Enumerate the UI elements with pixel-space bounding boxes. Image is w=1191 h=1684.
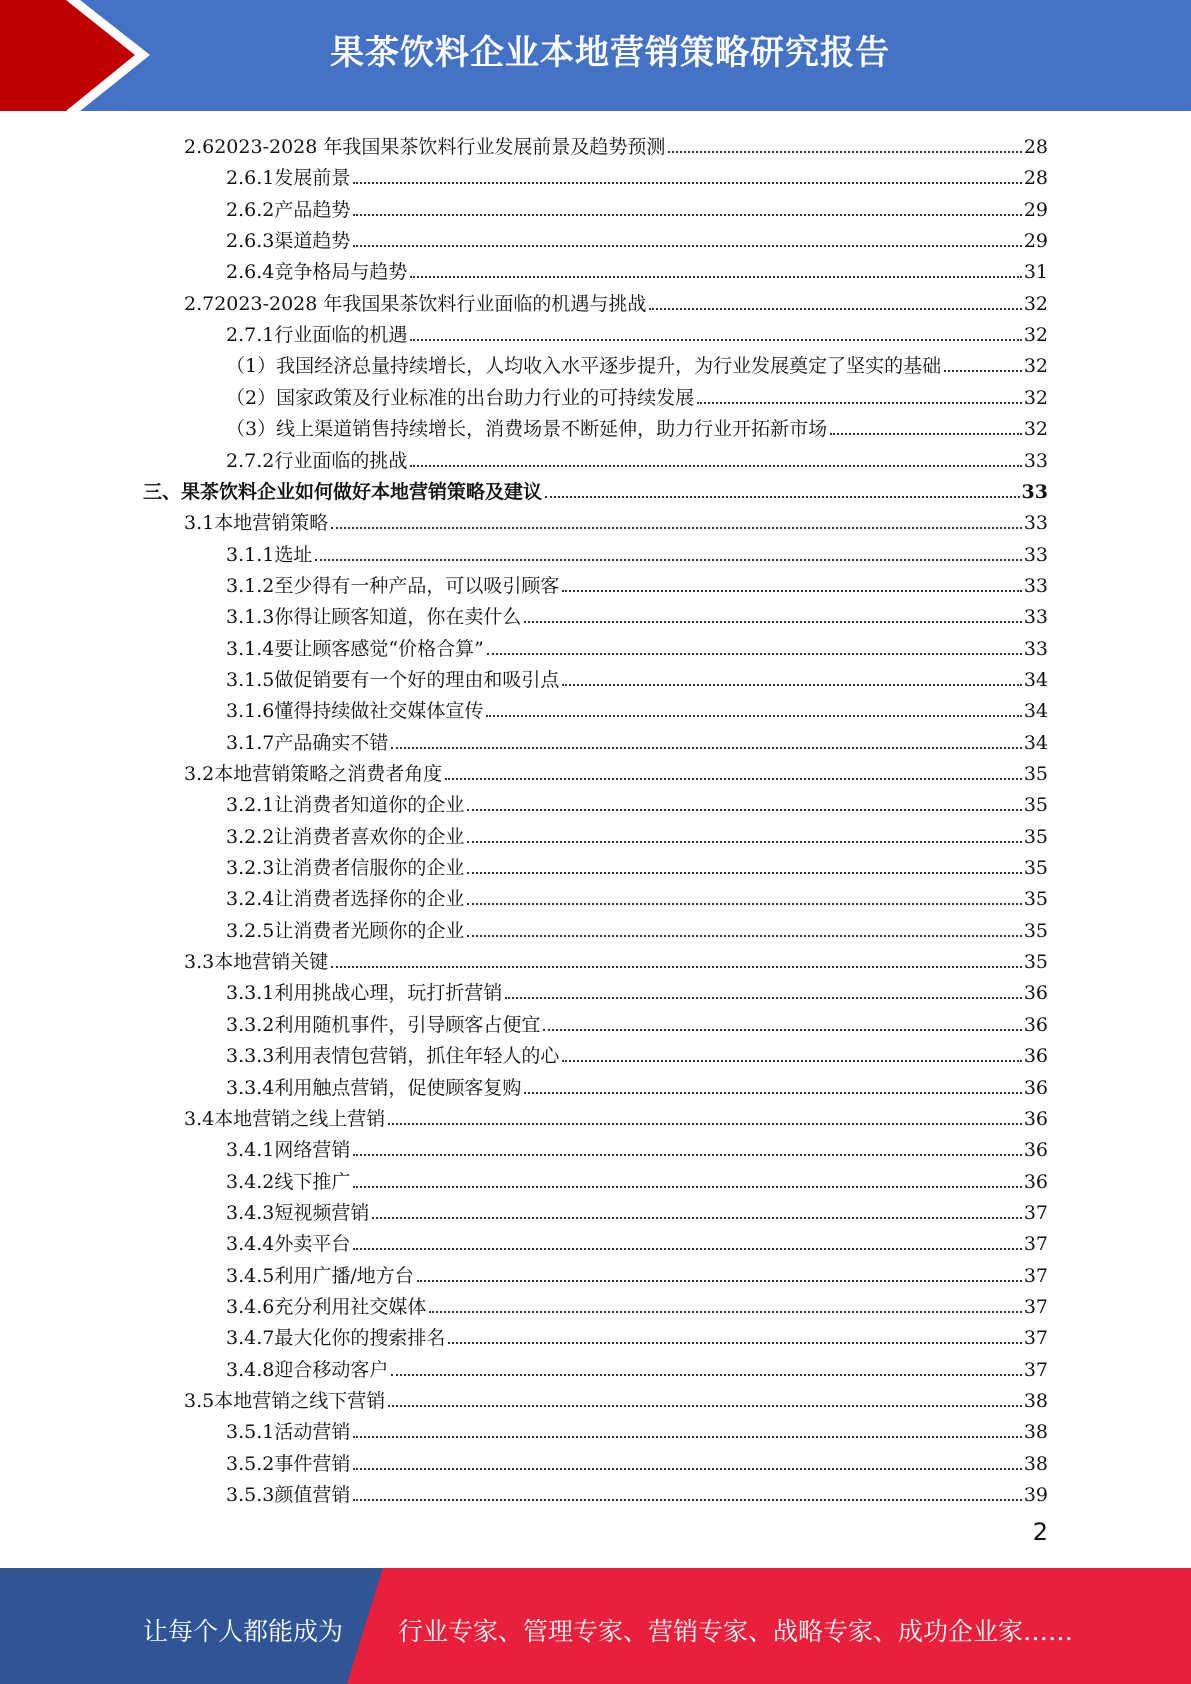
toc-leader-dots [545,496,1020,498]
toc-entry-page: 36 [1023,1077,1048,1099]
footer-slogan-left: 让每个人都能成为 [143,1617,344,1646]
toc-entry-page: 35 [1023,951,1048,973]
toc-entry[interactable] [226,1350,1048,1381]
toc-entry-title: 行业面临的机遇 [274,324,408,346]
toc-leader-dots [353,1154,1021,1156]
toc-leader-dots [417,1280,1022,1282]
toc-leader-dots [353,1248,1021,1250]
toc-entry-title: 懂得持续做社交媒体宣传 [274,700,484,722]
toc-leader-dots [505,997,1021,999]
toc-entry-page: 36 [1023,1171,1048,1193]
page-footer [0,1568,1191,1684]
toc-entry-number: 3.4 [184,1108,215,1130]
toc-leader-dots [562,590,1021,592]
toc-entry-number: 3.2.4 [226,888,275,910]
toc-entry[interactable] [226,597,1048,628]
toc-entry-number: 3.4.7 [226,1327,275,1349]
toc-leader-dots [467,935,1021,937]
toc-entry-title: 利用随机事件，引导顾客占便宜 [274,1014,541,1036]
toc-entry-number: 3.2.5 [226,920,275,942]
toc-entry-title: 外卖平台 [274,1233,351,1255]
toc-entry[interactable] [226,158,1048,189]
toc-leader-dots [487,653,1022,655]
toc-leader-dots [562,684,1021,686]
toc-entry[interactable] [226,1318,1048,1349]
toc-entry-page: 36 [1023,1139,1048,1161]
toc-entry-number: （1） [226,355,277,377]
toc-entry-title: 利用挑战心理，玩打折营销 [274,982,503,1004]
toc-entry-number: 3.3.3 [226,1045,275,1067]
toc-leader-dots [331,966,1022,968]
toc-leader-dots [410,465,1021,467]
toc-entry-page: 37 [1023,1296,1048,1318]
toc-entry-number: 2.7.2 [226,450,275,472]
toc-entry-page: 32 [1023,324,1048,346]
toc-entry-title: 事件营销 [274,1453,351,1475]
toc-entry-title: 短视频营销 [274,1202,370,1224]
toc-entry-number: 3.4.6 [226,1296,275,1318]
toc-entry-title: 行业面临的挑战 [274,450,408,472]
toc-entry-page: 33 [1023,606,1048,628]
toc-entry-page: 28 [1023,136,1048,158]
toc-entry-title: 让消费者知道你的企业 [274,794,465,816]
toc-entry[interactable] [226,723,1048,754]
toc-leader-dots [486,715,1021,717]
toc-entry[interactable] [226,879,1048,910]
toc-entry-page: 37 [1023,1233,1048,1255]
toc-entry[interactable] [226,252,1048,283]
toc-entry-number: 2.6.2 [226,199,275,221]
toc-entry-page: 35 [1023,920,1048,942]
toc-leader-dots [391,1374,1021,1376]
toc-entry[interactable] [226,190,1048,221]
toc-entry[interactable] [226,315,1048,346]
toc-entry-number: 3.1.6 [226,700,275,722]
toc-entry-number: 3.1.3 [226,606,275,628]
toc-entry-title: 本地营销关键 [214,951,329,973]
toc-leader-dots [391,747,1021,749]
toc-entry-title: 产品确实不错 [274,732,389,754]
toc-entry-page: 35 [1023,763,1048,785]
toc-entry[interactable] [226,660,1048,691]
toc-entry-title: 我国经济总量持续增长，人均收入水平逐步提升，为行业发展奠定了坚实的基础 [276,355,942,377]
toc-leader-dots [429,1311,1021,1313]
toc-leader-dots [697,402,1022,404]
toc-leader-dots [353,1436,1021,1438]
toc-entry-number: 3.1.7 [226,732,275,754]
toc-entry-title: 最大化你的搜索排名 [274,1327,446,1349]
toc-leader-dots [830,433,1022,435]
toc-entry-title: 果茶饮料企业如何做好本地营销策略及建议 [181,481,543,503]
toc-entry-title: 让消费者光顾你的企业 [274,920,465,942]
header-chevron-graphic [0,0,160,111]
toc-entry-number: （2） [226,387,277,409]
toc-leader-dots [410,276,1021,278]
toc-leader-dots [448,1342,1021,1344]
toc-leader-dots [562,1060,1021,1062]
toc-entry-page: 33 [1023,638,1048,660]
toc-entry-title: 国家政策及行业标准的出台助力行业的可持续发展 [276,387,695,409]
toc-entry-page: 35 [1023,857,1048,879]
toc-leader-dots [467,903,1021,905]
toc-entry[interactable] [226,566,1048,597]
toc-entry[interactable] [226,1412,1048,1443]
toc-leader-dots [353,182,1021,184]
toc-entry-title: 让消费者信服你的企业 [274,857,465,879]
toc-entry-number: （3） [226,418,277,440]
toc-entry[interactable] [184,942,1048,973]
toc-entry-title: 利用广播/地方台 [274,1265,414,1287]
toc-entry-title: 利用表情包营销，抓住年轻人的心 [274,1045,560,1067]
footer-slogan-right: 行业专家、管理专家、营销专家、战略专家、成功企业家…… [398,1617,1074,1646]
toc-leader-dots [353,245,1021,247]
toc-entry-page: 37 [1023,1202,1048,1224]
toc-leader-dots [353,1186,1021,1188]
toc-entry-number: 2.6 [184,136,215,158]
toc-leader-dots [372,1217,1021,1219]
toc-entry-page: 36 [1023,1014,1048,1036]
toc-entry[interactable] [226,848,1048,879]
toc-entry-number: 2.7.1 [226,324,275,346]
toc-entry-page: 38 [1023,1421,1048,1443]
toc-entry-page: 29 [1023,230,1048,252]
toc-entry-number: 3.5.3 [226,1484,275,1506]
toc-entry-page: 35 [1023,826,1048,848]
toc-entry-title: 让消费者喜欢你的企业 [274,826,465,848]
toc-entry-title: 迎合移动客户 [274,1359,389,1381]
toc-entry-title: 2023-2028 年我国果茶饮料行业面临的机遇与挑战 [214,293,647,315]
toc-entry-title: 要让顾客感觉“价格合算” [274,638,484,660]
toc-entry-title: 你得让顾客知道，你在卖什么 [274,606,522,628]
toc-entry-page: 32 [1023,387,1048,409]
toc-entry[interactable] [226,1005,1048,1036]
toc-leader-dots [388,1123,1022,1125]
toc-leader-dots [524,621,1021,623]
toc-leader-dots [668,151,1021,153]
toc-leader-dots [388,1405,1022,1407]
toc-leader-dots [331,527,1022,529]
toc-entry-page: 32 [1023,293,1048,315]
toc-entry[interactable] [226,1475,1048,1506]
page-number: 2 [1032,1518,1048,1546]
toc-entry-title: 线下推广 [274,1171,351,1193]
toc-leader-dots [410,339,1021,341]
toc-entry-number: 3.1.5 [226,669,275,691]
toc-leader-dots [315,559,1021,561]
toc-entry-number: 2.6.3 [226,230,275,252]
toc-entry-page: 33 [1023,575,1048,597]
toc-entry[interactable] [226,378,1048,409]
toc-entry-number: 2.7 [184,293,215,315]
toc-entry[interactable] [226,346,1048,377]
report-title: 果茶饮料企业本地营销策略研究报告 [330,33,890,73]
toc-entry[interactable] [226,629,1048,660]
toc-entry[interactable] [143,472,1048,503]
toc-entry-title: 本地营销策略 [214,512,329,534]
toc-leader-dots [524,1092,1021,1094]
toc-entry-title: 线上渠道销售持续增长，消费场景不断延伸，助力行业开拓新市场 [276,418,828,440]
toc-entry-number: 3.3.1 [226,982,275,1004]
toc-leader-dots [467,809,1021,811]
toc-entry-page: 34 [1023,669,1048,691]
toc-entry-title: 2023-2028 年我国果茶饮料行业发展前景及趋势预测 [214,136,666,158]
toc-entry-page: 34 [1023,700,1048,722]
toc-entry-number: 3.2.2 [226,826,275,848]
toc-leader-dots [467,872,1021,874]
toc-entry[interactable] [226,1444,1048,1475]
toc-entry-number: 3.1 [184,512,215,534]
toc-entry-page: 32 [1023,418,1048,440]
toc-leader-dots [353,214,1021,216]
toc-entry-number: 3.5 [184,1390,215,1412]
toc-entry-number: 2.6.1 [226,167,275,189]
toc-entry-page: 37 [1023,1327,1048,1349]
toc-entry-page: 37 [1023,1359,1048,1381]
toc-entry[interactable] [226,1193,1048,1224]
toc-entry-title: 渠道趋势 [274,230,351,252]
toc-entry-title: 活动营销 [274,1421,351,1443]
toc-entry-title: 利用触点营销，促使顾客复购 [274,1077,522,1099]
toc-entry-number: 3.4.8 [226,1359,275,1381]
toc-entry-page: 38 [1023,1390,1048,1412]
toc-entry-page: 39 [1023,1484,1048,1506]
toc-leader-dots [467,841,1021,843]
toc-entry-page: 33 [1021,481,1048,503]
toc-entry[interactable] [184,284,1048,315]
toc-entry-number: 3.4.1 [226,1139,275,1161]
toc-entry-title: 充分利用社交媒体 [274,1296,427,1318]
toc-entry-number: 3.4.3 [226,1202,275,1224]
toc-entry-title: 本地营销策略之消费者角度 [214,763,443,785]
toc-entry-number: 3.2 [184,763,215,785]
toc-entry-number: 3.1.2 [226,575,275,597]
toc-entry[interactable] [226,1162,1048,1193]
toc-entry[interactable] [226,973,1048,1004]
toc-entry-page: 36 [1023,1045,1048,1067]
toc-entry[interactable] [226,409,1048,440]
toc-entry[interactable] [184,127,1048,158]
toc-leader-dots [944,370,1022,372]
toc-entry-title: 至少得有一种产品，可以吸引顾客 [274,575,560,597]
toc-entry-number: 三、 [143,481,182,503]
toc-entry-number: 3.2.3 [226,857,275,879]
toc-entry-number: 3.2.1 [226,794,275,816]
toc-entry-number: 3.5.2 [226,1453,275,1475]
toc-leader-dots [353,1468,1021,1470]
toc-entry-title: 做促销要有一个好的理由和吸引点 [274,669,560,691]
toc-entry-number: 3.3.4 [226,1077,275,1099]
toc-entry-page: 32 [1023,355,1048,377]
toc-entry[interactable] [226,1256,1048,1287]
toc-entry[interactable] [226,817,1048,848]
toc-entry-title: 让消费者选择你的企业 [274,888,465,910]
toc-entry-title: 本地营销之线上营销 [214,1108,386,1130]
toc-entry[interactable] [184,754,1048,785]
toc-entry[interactable] [226,911,1048,942]
toc-entry-page: 34 [1023,732,1048,754]
toc-entry-title: 选址 [274,544,313,566]
toc-entry[interactable] [184,1381,1048,1412]
toc-entry-page: 38 [1023,1453,1048,1475]
toc-leader-dots [649,308,1021,310]
toc-entry-number: 3.4.2 [226,1171,275,1193]
toc-entry[interactable] [226,691,1048,722]
toc-entry[interactable] [226,535,1048,566]
toc-entry-page: 35 [1023,888,1048,910]
toc-entry-title: 网络营销 [274,1139,351,1161]
toc-entry-title: 产品趋势 [274,199,351,221]
toc-entry-title: 颜值营销 [274,1484,351,1506]
toc-entry-page: 28 [1023,167,1048,189]
toc-entry[interactable] [226,1068,1048,1099]
toc-entry-number: 3.4.4 [226,1233,275,1255]
toc-entry-number: 2.6.4 [226,261,275,283]
toc-entry-page: 36 [1023,1108,1048,1130]
toc-entry[interactable] [226,1224,1048,1255]
toc-entry[interactable] [226,221,1048,252]
toc-entry-page: 33 [1023,512,1048,534]
toc-entry-title: 发展前景 [274,167,351,189]
toc-entry-page: 33 [1023,450,1048,472]
toc-entry-page: 36 [1023,982,1048,1004]
toc-entry-number: 3.5.1 [226,1421,275,1443]
toc-entry-number: 3.4.5 [226,1265,275,1287]
toc-entry-number: 3.1.4 [226,638,275,660]
toc-entry-page: 35 [1023,794,1048,816]
toc-leader-dots [543,1029,1021,1031]
page-header [0,0,1191,111]
toc-entry[interactable] [184,503,1048,534]
toc-entry-number: 3.1.1 [226,544,275,566]
toc-entry-page: 29 [1023,199,1048,221]
toc-entry-page: 37 [1023,1265,1048,1287]
toc-leader-dots [353,1499,1021,1501]
toc-entry-number: 3.3.2 [226,1014,275,1036]
toc-entry-page: 33 [1023,544,1048,566]
toc-entry[interactable] [184,1099,1048,1130]
toc-entry[interactable] [226,1036,1048,1067]
toc-entry[interactable] [226,1130,1048,1161]
toc-entry[interactable] [226,441,1048,472]
toc-entry-number: 3.3 [184,951,215,973]
toc-entry-title: 竞争格局与趋势 [274,261,408,283]
toc-entry[interactable] [226,1287,1048,1318]
toc-entry-page: 31 [1023,261,1048,283]
toc-leader-dots [445,778,1022,780]
toc-entry[interactable] [226,785,1048,816]
toc-entry-title: 本地营销之线下营销 [214,1390,386,1412]
